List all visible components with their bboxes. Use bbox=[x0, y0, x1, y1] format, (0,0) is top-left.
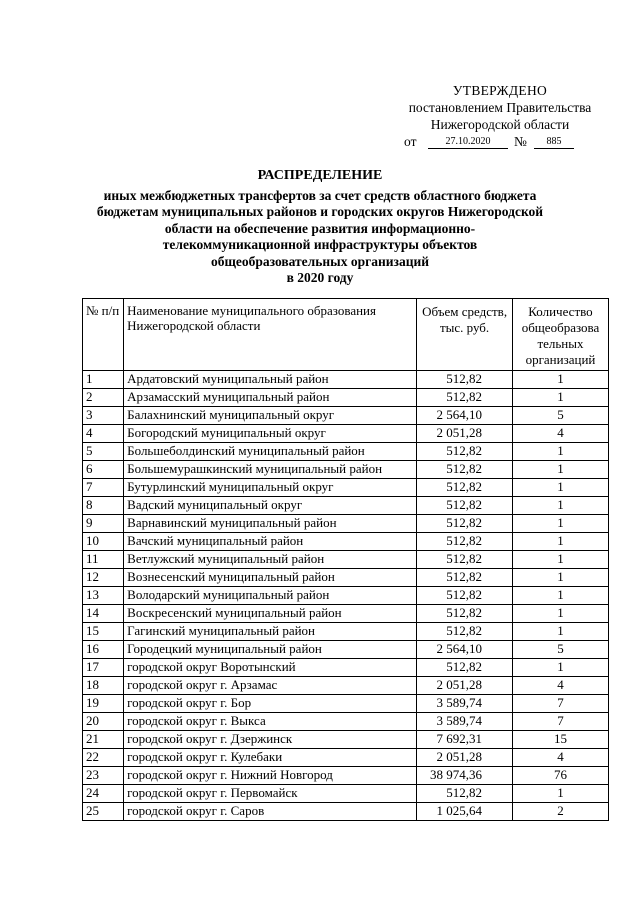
table-row bbox=[83, 695, 609, 713]
row-number: 3 bbox=[83, 407, 124, 425]
row-name: Богородский муниципальный округ bbox=[124, 425, 417, 443]
header-name: Наименование муниципального образования Нижегородской области bbox=[124, 299, 417, 371]
row-name: Большеболдинский муниципальный район bbox=[124, 443, 417, 461]
row-count: 7 bbox=[512, 713, 608, 731]
title-line: в 2020 году bbox=[286, 270, 354, 285]
row-count: 1 bbox=[512, 605, 608, 623]
row-amount: 512,82 bbox=[417, 551, 513, 569]
approval-dateline bbox=[360, 133, 640, 151]
row-number: 1 bbox=[83, 371, 124, 389]
row-number: 18 bbox=[83, 677, 124, 695]
row-amount: 2 051,28 bbox=[417, 677, 513, 695]
row-amount: 2 051,28 bbox=[417, 425, 513, 443]
header-num: № п/п bbox=[83, 299, 124, 371]
row-number: 17 bbox=[83, 659, 124, 677]
title-line: общеобразовательных организаций bbox=[210, 253, 430, 269]
table-row bbox=[83, 569, 609, 587]
row-name: городской округ г. Первомайск bbox=[124, 785, 417, 803]
row-count: 5 bbox=[512, 407, 608, 425]
row-count: 1 bbox=[512, 371, 608, 389]
row-number: 14 bbox=[83, 605, 124, 623]
row-name: Варнавинский муниципальный район bbox=[124, 515, 417, 533]
title-line: иных межбюджетных трансфертов за счет средств областного бюджета bbox=[103, 187, 537, 203]
title-line: телекоммуникационной инфраструктуры объектов bbox=[162, 237, 478, 252]
distribution-table bbox=[82, 298, 609, 821]
row-number: 19 bbox=[83, 695, 124, 713]
row-amount: 2 564,10 bbox=[417, 407, 513, 425]
row-amount: 512,82 bbox=[417, 659, 513, 677]
row-count: 1 bbox=[512, 461, 608, 479]
row-count: 1 bbox=[512, 497, 608, 515]
row-amount: 512,82 bbox=[417, 515, 513, 533]
row-count: 1 bbox=[512, 623, 608, 641]
row-name: Городецкий муниципальный район bbox=[124, 641, 417, 659]
row-count: 7 bbox=[512, 695, 608, 713]
table-row bbox=[83, 785, 609, 803]
row-amount: 512,82 bbox=[417, 479, 513, 497]
row-number: 8 bbox=[83, 497, 124, 515]
row-count: 1 bbox=[512, 587, 608, 605]
row-name: Ардатовский муниципальный район bbox=[124, 371, 417, 389]
row-amount: 7 692,31 bbox=[417, 731, 513, 749]
row-amount: 512,82 bbox=[417, 623, 513, 641]
table-row bbox=[83, 407, 609, 425]
table-row bbox=[83, 713, 609, 731]
row-count: 1 bbox=[512, 443, 608, 461]
row-name: Вадский муниципальный округ bbox=[124, 497, 417, 515]
row-amount: 2 564,10 bbox=[417, 641, 513, 659]
table-row bbox=[83, 515, 609, 533]
row-amount: 3 589,74 bbox=[417, 695, 513, 713]
table-row bbox=[83, 767, 609, 785]
row-number: 7 bbox=[83, 479, 124, 497]
row-number: 15 bbox=[83, 623, 124, 641]
title-heading: РАСПРЕДЕЛЕНИЕ bbox=[257, 168, 383, 183]
row-amount: 512,82 bbox=[417, 389, 513, 407]
row-amount: 2 051,28 bbox=[417, 749, 513, 767]
row-name: городской округ Воротынский bbox=[124, 659, 417, 677]
row-number: 16 bbox=[83, 641, 124, 659]
row-amount: 512,82 bbox=[417, 605, 513, 623]
row-number: 22 bbox=[83, 749, 124, 767]
approval-heading: УТВЕРЖДЕНО bbox=[452, 83, 548, 98]
row-name: Гагинский муниципальный район bbox=[124, 623, 417, 641]
table-body bbox=[83, 371, 609, 821]
row-name: городской округ г. Дзержинск bbox=[124, 731, 417, 749]
row-count: 1 bbox=[512, 659, 608, 677]
table-header-row bbox=[83, 299, 609, 371]
row-amount: 512,82 bbox=[417, 533, 513, 551]
row-amount: 512,82 bbox=[417, 497, 513, 515]
row-number: 10 bbox=[83, 533, 124, 551]
row-name: городской округ г. Нижний Новгород bbox=[124, 767, 417, 785]
row-number: 25 bbox=[83, 803, 124, 821]
header-amount: Объем средств, тыс. руб. bbox=[417, 299, 513, 371]
row-name: Володарский муниципальный район bbox=[124, 587, 417, 605]
row-count: 4 bbox=[512, 749, 608, 767]
row-count: 2 bbox=[512, 803, 608, 821]
table-row bbox=[83, 803, 609, 821]
row-number: 13 bbox=[83, 587, 124, 605]
table-row bbox=[83, 425, 609, 443]
row-amount: 512,82 bbox=[417, 461, 513, 479]
row-name: Воскресенский муниципальный район bbox=[124, 605, 417, 623]
row-count: 1 bbox=[512, 479, 608, 497]
row-amount: 512,82 bbox=[417, 587, 513, 605]
header-count: Количество общеобразова тельных организаций bbox=[512, 299, 608, 371]
row-amount: 3 589,74 bbox=[417, 713, 513, 731]
row-name: Арзамасский муниципальный район bbox=[124, 389, 417, 407]
approval-date: 27.10.2020 bbox=[428, 136, 508, 149]
row-count: 4 bbox=[512, 425, 608, 443]
table-row bbox=[83, 623, 609, 641]
table-row bbox=[83, 461, 609, 479]
row-name: Бутурлинский муниципальный округ bbox=[124, 479, 417, 497]
row-name: городской округ г. Саров bbox=[124, 803, 417, 821]
document-title bbox=[60, 168, 580, 287]
table-row bbox=[83, 659, 609, 677]
row-name: городской округ г. Выкса bbox=[124, 713, 417, 731]
table-row bbox=[83, 533, 609, 551]
row-name: Балахнинский муниципальный округ bbox=[124, 407, 417, 425]
row-number: 2 bbox=[83, 389, 124, 407]
approval-region: Нижегородской области bbox=[430, 117, 570, 132]
row-count: 1 bbox=[512, 515, 608, 533]
table-row bbox=[83, 587, 609, 605]
row-number: 21 bbox=[83, 731, 124, 749]
table-row bbox=[83, 551, 609, 569]
table-row bbox=[83, 389, 609, 407]
row-count: 1 bbox=[512, 533, 608, 551]
table-row bbox=[83, 497, 609, 515]
row-amount: 512,82 bbox=[417, 443, 513, 461]
row-count: 1 bbox=[512, 551, 608, 569]
row-number: 20 bbox=[83, 713, 124, 731]
approval-block bbox=[360, 82, 640, 151]
row-amount: 1 025,64 bbox=[417, 803, 513, 821]
number-prefix: № bbox=[514, 134, 527, 149]
row-number: 12 bbox=[83, 569, 124, 587]
row-count: 5 bbox=[512, 641, 608, 659]
row-number: 6 bbox=[83, 461, 124, 479]
row-number: 5 bbox=[83, 443, 124, 461]
row-count: 76 bbox=[512, 767, 608, 785]
row-count: 1 bbox=[512, 569, 608, 587]
row-number: 23 bbox=[83, 767, 124, 785]
row-number: 24 bbox=[83, 785, 124, 803]
row-number: 4 bbox=[83, 425, 124, 443]
table-row bbox=[83, 731, 609, 749]
table-row bbox=[83, 605, 609, 623]
row-amount: 512,82 bbox=[417, 371, 513, 389]
row-count: 1 bbox=[512, 785, 608, 803]
table-row bbox=[83, 371, 609, 389]
row-count: 1 bbox=[512, 389, 608, 407]
title-line: области на обеспечение развития информационно- bbox=[164, 220, 476, 236]
approval-authority: постановлением Правительства bbox=[408, 100, 592, 115]
row-name: Вознесенский муниципальный район bbox=[124, 569, 417, 587]
row-name: городской округ г. Кулебаки bbox=[124, 749, 417, 767]
row-number: 9 bbox=[83, 515, 124, 533]
row-name: городской округ г. Бор bbox=[124, 695, 417, 713]
approval-number: 885 bbox=[534, 136, 574, 149]
table-row bbox=[83, 641, 609, 659]
row-count: 4 bbox=[512, 677, 608, 695]
row-name: городской округ г. Арзамас bbox=[124, 677, 417, 695]
table-row bbox=[83, 479, 609, 497]
date-prefix: от bbox=[404, 134, 417, 149]
table-row bbox=[83, 749, 609, 767]
title-line: бюджетам муниципальных районов и городских округов Нижегородской bbox=[96, 204, 544, 219]
row-count: 15 bbox=[512, 731, 608, 749]
table-row bbox=[83, 443, 609, 461]
table-row bbox=[83, 677, 609, 695]
row-name: Вачский муниципальный район bbox=[124, 533, 417, 551]
row-amount: 38 974,36 bbox=[417, 767, 513, 785]
row-amount: 512,82 bbox=[417, 569, 513, 587]
row-number: 11 bbox=[83, 551, 124, 569]
row-name: Большемурашкинский муниципальный район bbox=[124, 461, 417, 479]
row-name: Ветлужский муниципальный район bbox=[124, 551, 417, 569]
row-amount: 512,82 bbox=[417, 785, 513, 803]
